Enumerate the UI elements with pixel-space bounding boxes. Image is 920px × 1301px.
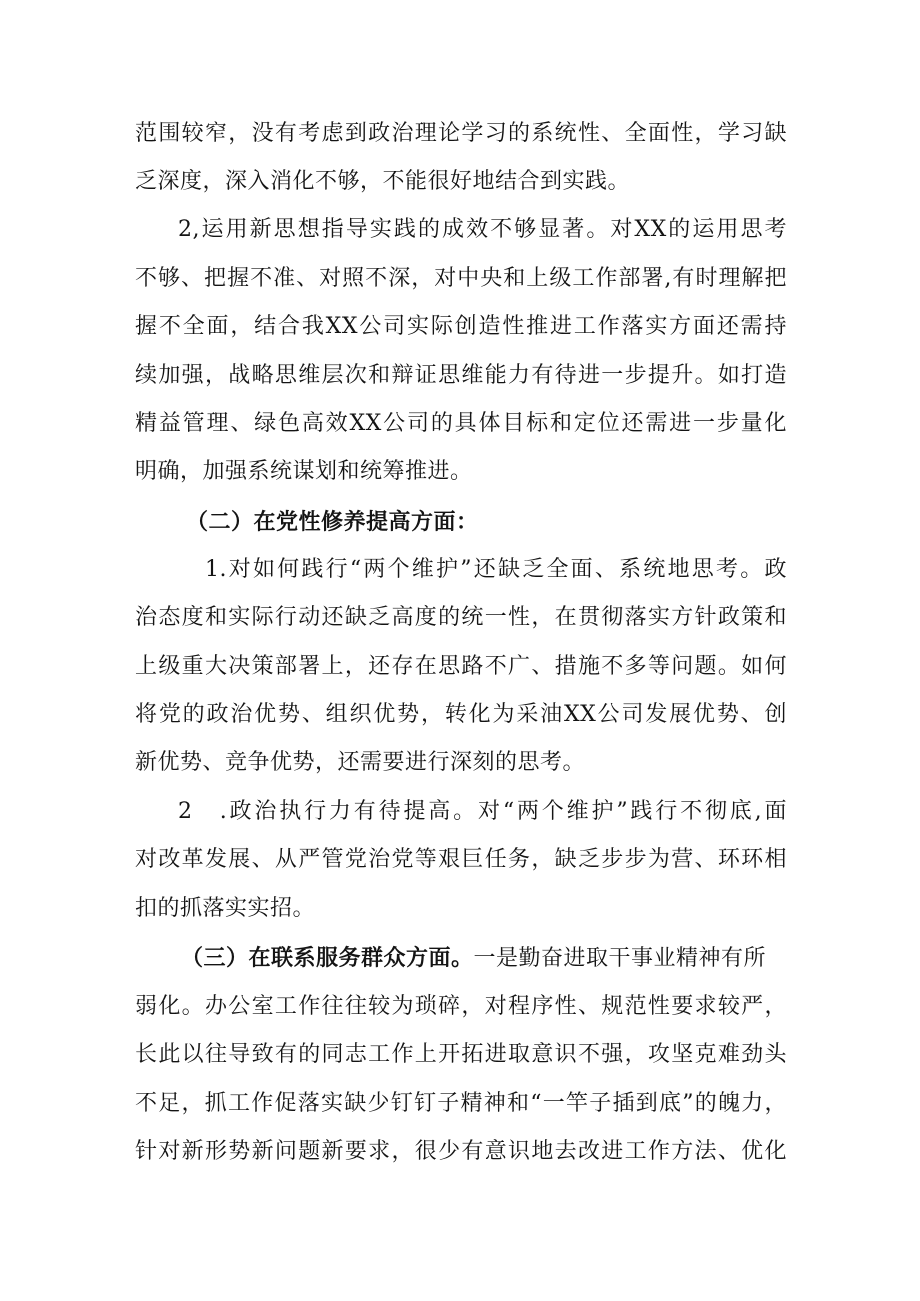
paragraph-line: 2,运用新思想指导实践的成效不够显著。对XX的运用思考	[178, 217, 787, 242]
paragraph-line: 明确，加强系统谋划和统筹推进。	[135, 459, 473, 484]
paragraph-line: 乏深度，深入消化不够，不能很好地结合到实践。	[135, 169, 631, 194]
paragraph-line: 1.对如何践行“两个维护”还缺乏全面、系统地思考。政	[205, 557, 787, 582]
paragraph-line: 治态度和实际行动还缺乏高度的统一性，在贯彻落实方针政策和	[135, 605, 787, 630]
paragraph-line: 新优势、竞争优势，还需要进行深刻的思考。	[135, 750, 586, 775]
section-paragraph-line	[181, 943, 787, 973]
paragraph-line: 针对新形势新问题新要求，很少有意识地去改进工作方法、优化	[135, 1139, 787, 1164]
paragraph-line: 精益管理、绿色高效XX公司的具体目标和定位还需进一步量化	[135, 411, 787, 436]
paragraph-line: 对改革发展、从严管党治党等艰巨任务，缺乏步步为营、环环相	[135, 847, 787, 872]
paragraph-line: 将党的政治优势、组织优势，转化为采油XX公司发展优势、创	[135, 702, 787, 727]
section-heading-inline: （三）在联系服务群众方面。	[181, 945, 474, 971]
paragraph-line: 不足，抓工作促落实缺少钉钉子精神和“一竿子插到底”的魄力，	[135, 1091, 787, 1116]
paragraph-line: 握不全面，结合我XX公司实际创造性推进工作落实方面还需持	[135, 314, 787, 339]
paragraph-line: 弱化。办公室工作往往较为琐碎，对程序性、规范性要求较严，	[135, 994, 787, 1019]
section-heading: （二）在党性修养提高方面：	[186, 509, 479, 535]
paragraph-line: 2 .政治执行力有待提高。对“两个维护”践行不彻底,面	[178, 799, 787, 824]
paragraph-line: 范围较窄，没有考虑到政治理论学习的系统性、全面性，学习缺	[135, 121, 787, 146]
paragraph-line: 扣的抓落实实招。	[135, 896, 316, 921]
paragraph-line: 续加强，战略思维层次和辩证思维能力有待进一步提升。如打造	[135, 363, 787, 388]
paragraph-line: 长此以往导致有的同志工作上开拓进取意识不强，攻坚克难劲头	[135, 1042, 787, 1067]
paragraph-line: 上级重大决策部署上，还存在思路不广、措施不多等问题。如何	[135, 654, 787, 679]
paragraph-text: 一是勤奋进取干事业精神有所	[473, 946, 767, 971]
paragraph-line: 不够、把握不准、对照不深，对中央和上级工作部署,有时理解把	[135, 266, 787, 291]
